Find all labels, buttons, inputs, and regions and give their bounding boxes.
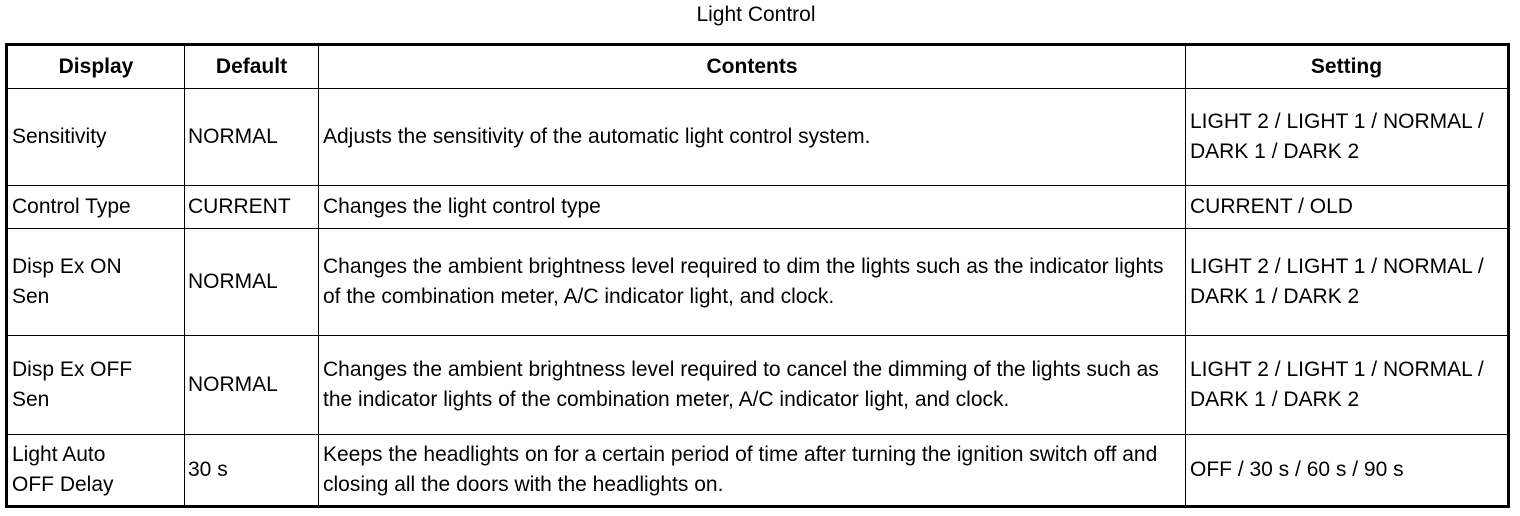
- header-default: Default: [185, 45, 319, 89]
- table-row-light-auto-off-delay: [7, 435, 1509, 507]
- document-title: Light Control: [696, 3, 816, 26]
- display-label-line-1: Disp Ex ON: [12, 255, 122, 278]
- display-cell: [7, 186, 185, 229]
- setting-cell: LIGHT 2 / LIGHT 1 / NORMAL / DARK 1 / DARK 2: [1186, 336, 1509, 435]
- display-label: Sensitivity: [12, 125, 107, 148]
- default-cell: 30 s: [185, 435, 319, 507]
- table-row-disp-ex-on-sen: [7, 229, 1509, 336]
- default-cell: NORMAL: [185, 336, 319, 435]
- setting-cell: CURRENT / OLD: [1186, 186, 1509, 229]
- setting-cell: OFF / 30 s / 60 s / 90 s: [1186, 435, 1509, 507]
- table-row-control-type: [7, 186, 1509, 229]
- display-label-line-2: Sen: [12, 285, 50, 308]
- table-row-sensitivity: [7, 89, 1509, 186]
- header-contents: Contents: [319, 45, 1186, 89]
- contents-cell: Changes the light control type: [319, 186, 1186, 229]
- display-label-line-1: Light Auto: [12, 443, 106, 466]
- setting-cell: LIGHT 2 / LIGHT 1 / NORMAL / DARK 1 / DARK 2: [1186, 89, 1509, 186]
- display-cell: [7, 229, 185, 336]
- contents-cell: Keeps the headlights on for a certain period of time after turning the ignition switch off and closing all the doors with the headlights on.: [319, 435, 1186, 507]
- display-label-line-2: Sen: [12, 388, 50, 411]
- display-cell: [7, 89, 185, 186]
- display-cell: [7, 336, 185, 435]
- header-display: Display: [7, 45, 185, 89]
- table-header-row: [7, 45, 1509, 89]
- contents-cell: Changes the ambient brightness level required to cancel the dimming of the lights such as the indicator lights of the combination meter, A/C indicator light, and clock.: [319, 336, 1186, 435]
- display-label: Control Type: [12, 195, 131, 218]
- display-label-line-2: OFF Delay: [12, 473, 114, 496]
- setting-cell: LIGHT 2 / LIGHT 1 / NORMAL / DARK 1 / DARK 2: [1186, 229, 1509, 336]
- table-row-disp-ex-off-sen: [7, 336, 1509, 435]
- contents-cell: Changes the ambient brightness level required to dim the lights such as the indicator lights of the combination meter, A/C indicator light, and clock.: [319, 229, 1186, 336]
- contents-cell: Adjusts the sensitivity of the automatic light control system.: [319, 89, 1186, 186]
- header-setting: Setting: [1186, 45, 1509, 89]
- default-cell: NORMAL: [185, 229, 319, 336]
- default-cell: CURRENT: [185, 186, 319, 229]
- display-cell: [7, 435, 185, 507]
- light-control-table: [5, 43, 1510, 508]
- display-label-line-1: Disp Ex OFF: [12, 358, 133, 381]
- default-cell: NORMAL: [185, 89, 319, 186]
